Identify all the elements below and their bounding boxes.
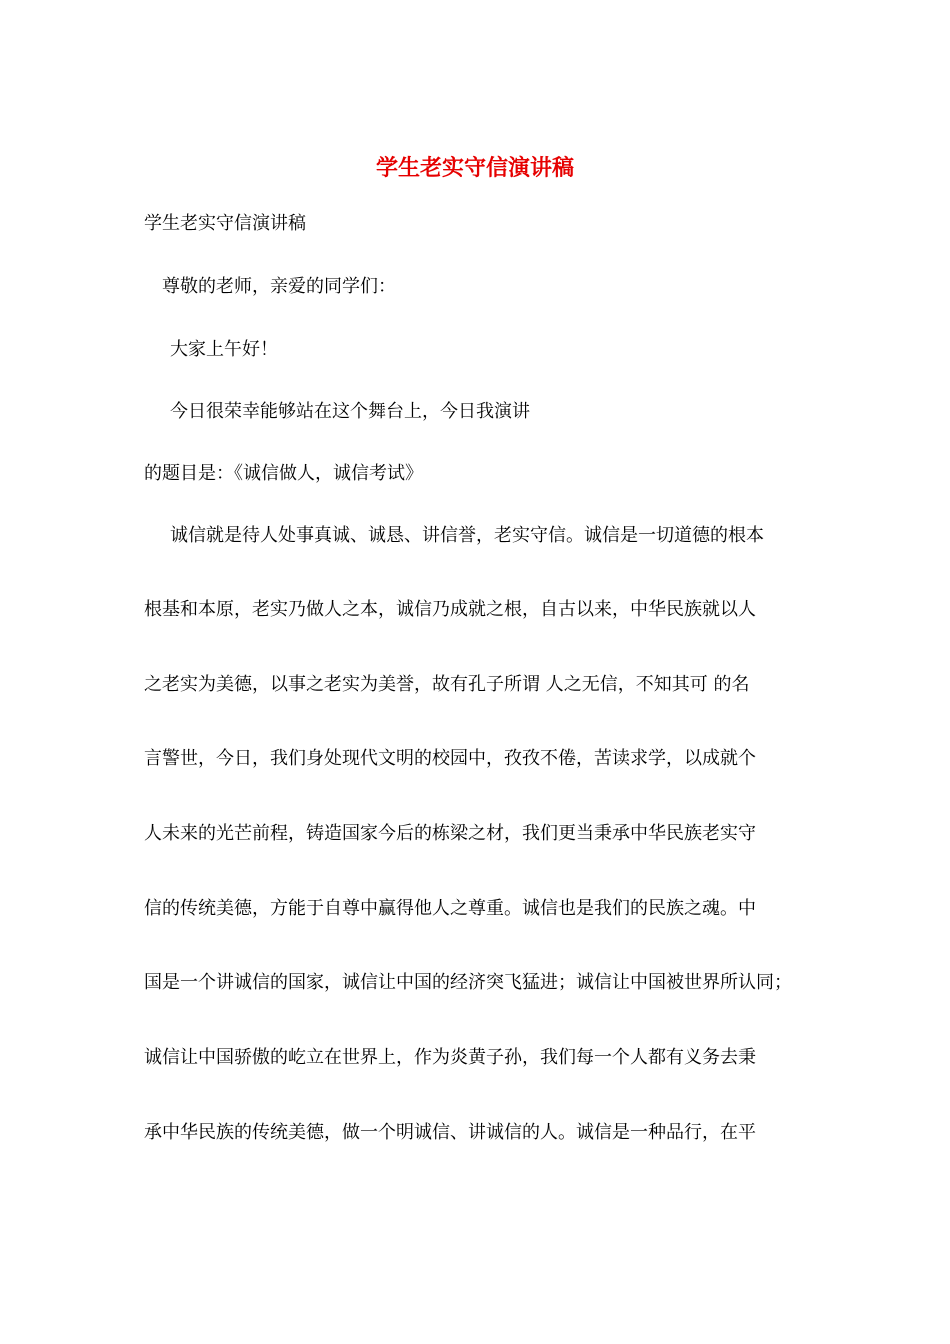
intro-line-1: 今日很荣幸能够站在这个舞台上，今日我演讲 [170, 401, 530, 422]
body-line: 诚信让中国骄傲的屹立在世界上，作为炎黄子孙，我们每一个人都有义务去秉 [144, 1047, 756, 1068]
body-line: 信的传统美德，方能于自尊中赢得他人之尊重。诚信也是我们的民族之魂。中 [144, 898, 756, 919]
intro-line-2: 的题目是：《诚信做人，诚信考试》 [144, 463, 423, 484]
body-line: 人未来的光芒前程，铸造国家今后的栋梁之材，我们更当秉承中华民族老实守 [144, 823, 756, 844]
body-line: 之老实为美德，以事之老实为美誉，故有孔子所谓 人之无信，不知其可 的名 [144, 674, 750, 695]
body-line: 言警世，今日，我们身处现代文明的校园中，孜孜不倦，苦读求学，以成就个 [144, 748, 756, 769]
body-line: 国是一个讲诚信的国家，诚信让中国的经济突飞猛进；诚信让中国被世界所认同； [144, 972, 792, 993]
document-subtitle: 学生老实守信演讲稿 [144, 213, 306, 234]
greeting-line: 尊敬的老师，亲爱的同学们： [162, 276, 396, 297]
body-line: 根基和本原，老实乃做人之本，诚信乃成就之根，自古以来，中华民族就以人 [144, 599, 756, 620]
body-line: 诚信就是待人处事真诚、诚恳、讲信誉，老实守信。诚信是一切道德的根本 [170, 525, 764, 546]
salute-line: 大家上午好！ [170, 339, 278, 360]
document-title: 学生老实守信演讲稿 [375, 155, 574, 181]
body-line: 承中华民族的传统美德，做一个明诚信、讲诚信的人。诚信是一种品行，在平 [144, 1122, 756, 1143]
